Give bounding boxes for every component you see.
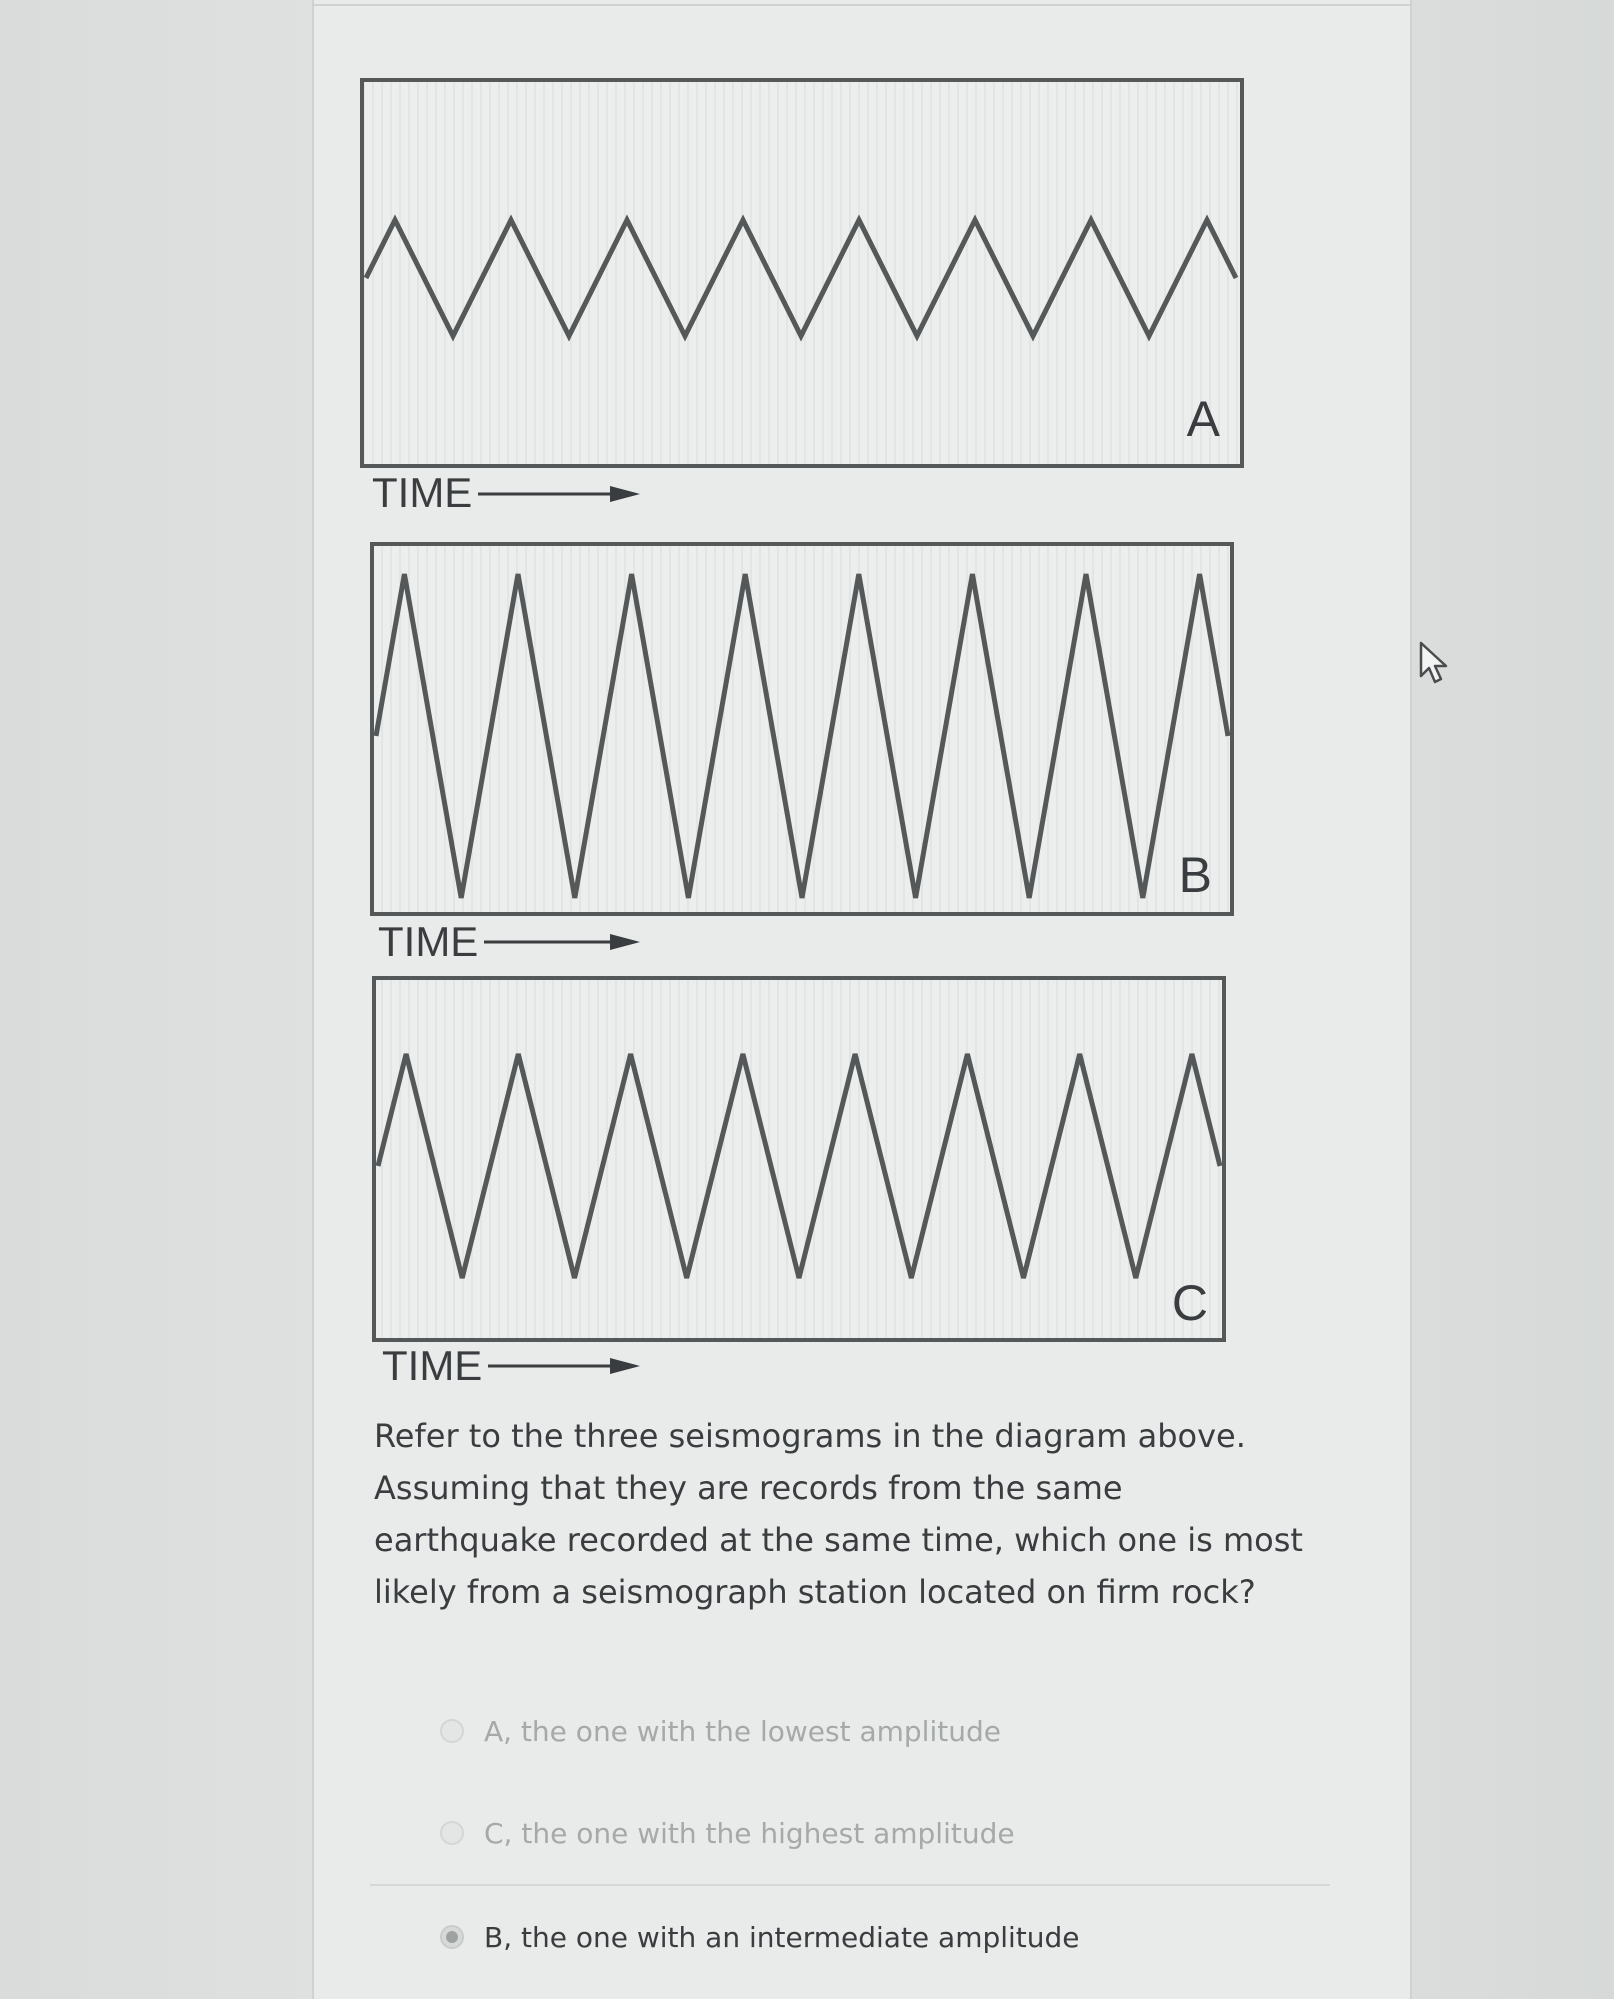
radio-button-b[interactable] bbox=[440, 1925, 464, 1949]
answer-label-b: B, the one with an intermediate amplitude bbox=[484, 1920, 1080, 1954]
arrow-right-icon bbox=[610, 486, 640, 502]
answer-options bbox=[370, 1680, 1330, 1988]
answer-label-c: C, the one with the highest amplitude bbox=[484, 1816, 1015, 1850]
arrow-right-icon bbox=[610, 1358, 640, 1374]
time-label-c: TIME bbox=[382, 1342, 483, 1389]
question-prompt: Refer to the three seismograms in the diagram above. Assuming that they are records from the same earthquake recorded at the same time, which one is most likely from a seismograph station located on firm rock? bbox=[374, 1417, 1303, 1611]
answer-option-a[interactable] bbox=[370, 1680, 1330, 1782]
arrow-right-icon bbox=[610, 934, 640, 950]
radio-button-c[interactable] bbox=[440, 1821, 464, 1845]
time-label-a: TIME bbox=[372, 469, 473, 516]
panel-b-frame bbox=[372, 544, 1232, 914]
time-axis-a bbox=[372, 469, 640, 516]
time-axis-c bbox=[382, 1342, 640, 1389]
panel-c-frame bbox=[374, 978, 1224, 1340]
seismogram-panel-a bbox=[362, 80, 1242, 466]
panel-a-frame bbox=[362, 80, 1242, 466]
panel-a-label: A bbox=[1186, 391, 1220, 447]
answer-option-b[interactable] bbox=[370, 1886, 1330, 1988]
panel-b-label: B bbox=[1178, 847, 1212, 903]
arrow-pointer-icon bbox=[1418, 640, 1452, 688]
seismogram-panel-c bbox=[374, 978, 1224, 1340]
panel-c-label: C bbox=[1171, 1275, 1208, 1331]
answer-option-c[interactable] bbox=[370, 1782, 1330, 1884]
time-axis-b bbox=[378, 918, 640, 965]
seismogram-panel-b bbox=[372, 544, 1232, 914]
radio-button-a[interactable] bbox=[440, 1719, 464, 1743]
answer-label-a: A, the one with the lowest amplitude bbox=[484, 1714, 1001, 1748]
time-label-b: TIME bbox=[378, 918, 479, 965]
